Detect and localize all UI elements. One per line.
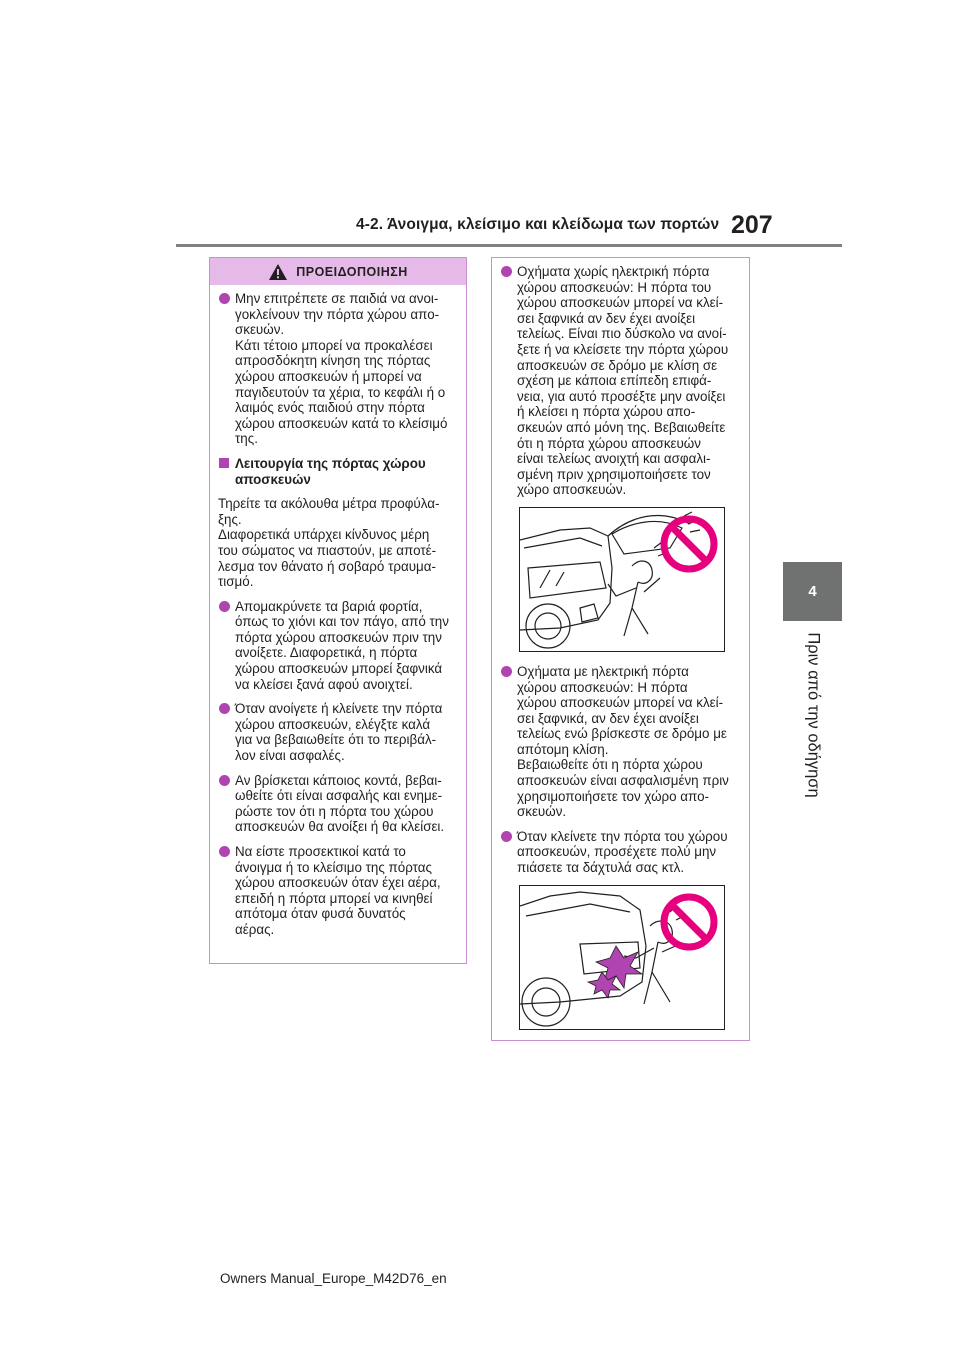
footer-manual-id: Owners Manual_Europe_M42D76_en — [220, 1271, 447, 1286]
section-title: 4-2. Άνοιγμα, κλείσιμο και κλείδωμα των πορτών — [356, 216, 720, 233]
warning-box — [209, 257, 467, 964]
list-item-text: Μην επιτρέπετε σε παιδιά να ανοι- γοκλείνουν την πόρτα χώρου απο- σκευών. Κάτι τέτοιο μπορεί να προκαλέσει απροσδόκητη κίνηση της πόρτας χώρου αποσκευών ή μπορεί να παγιδευτούν τα χέρια, το κεφάλι ή ο λαιμός ενός παιδιού στην πόρτα χώρου αποσκευών κατά το κλείσιμό της. — [235, 291, 448, 447]
warning-body — [210, 285, 466, 938]
bullet-icon — [501, 266, 512, 277]
bullet-icon — [501, 831, 512, 842]
chapter-number: 4 — [808, 583, 817, 600]
warning-header — [210, 258, 466, 285]
square-bullet-icon — [219, 458, 229, 468]
list-item — [218, 291, 458, 447]
list-item — [218, 844, 458, 938]
bullet-icon — [219, 775, 230, 786]
list-item — [218, 701, 458, 763]
page-number: 207 — [731, 211, 773, 239]
subsection-heading-text: Λειτουργία της πόρτας χώρου αποσκευών — [235, 455, 426, 487]
list-item-text: Να είστε προσεκτικοί κατά το άνοιγμα ή το κλείσιμο της πόρτας χώρου αποσκευών όταν έχει αέρα, επειδή η πόρτα μπορεί να κινηθεί απότομα όταν φυσά δυνατός αέρας. — [235, 844, 441, 937]
prohibition-icon — [660, 515, 718, 573]
warning-continuation-box — [491, 257, 750, 1041]
continuation-body — [492, 258, 749, 1030]
list-item — [500, 829, 741, 876]
bullet-icon — [219, 601, 230, 612]
bullet-icon — [219, 293, 230, 304]
bullet-icon — [501, 666, 512, 677]
list-item-text: Οχήματα με ηλεκτρική πόρτα χώρου αποσκευών: Η πόρτα χώρου αποσκευών μπορεί να κλεί- σει ξαφνικά, αν δεν έχει ανοίξει τελείως ενώ βρίσκεστε σε δρόμο με απότομη κλίση. Βεβαιωθείτε ότι η πόρτα χώρου αποσκευών είναι ασφαλισμένη πριν χρησιμοποιήσετε τον χώρο απο- σκευών. — [517, 663, 729, 820]
list-item — [500, 664, 741, 820]
list-item-text: Όταν ανοίγετε ή κλείνετε την πόρτα χώρου αποσκευών, ελέγξτε καλά για να βεβαιωθείτε ότι το περιβάλ- λον είναι ασφαλές. — [235, 701, 443, 764]
list-item-text: Όταν κλείνετε την πόρτα του χώρου αποσκευών, προσέχετε πολύ μην πιάσετε τα δάχτυλά σας κτλ. — [517, 828, 728, 876]
bullet-icon — [219, 703, 230, 714]
list-item-text: Απομακρύνετε τα βαριά φορτία, όπως το χιόνι και τον πάγο, από την πόρτα χώρου αποσκευών πριν την ανοίξετε. Διαφορετικά, η πόρτα χώρου αποσκευών μπορεί ξαφνικά να κλείσει ξανά αφού ανοιχτεί. — [235, 598, 449, 692]
bullet-icon — [219, 846, 230, 857]
header-rule — [176, 244, 842, 247]
list-item-text: Αν βρίσκεται κάποιος κοντά, βεβαι- ωθείτε ότι είναι ασφαλής και ενημε- ρώστε τον ότι η πόρτα του χώρου αποσκευών θα ανοίξει ή θα κλείσει. — [235, 772, 445, 835]
illustration-tailgate-slope — [519, 507, 725, 652]
list-item — [218, 773, 458, 835]
chapter-title: Πριν από την οδήγηση — [804, 632, 823, 798]
warning-triangle-icon — [268, 263, 288, 281]
list-item — [218, 599, 458, 693]
illustration-tailgate-fingers — [519, 885, 725, 1030]
list-item-text: Οχήματα χωρίς ηλεκτρική πόρτα χώρου αποσκευών: Η πόρτα του χώρου αποσκευών μπορεί να κλεί- σει ξαφνικά αν δεν έχει ανοίξει τελείως. Είναι πιο δύσκολο να ανοί- ξετε ή να κλείσετε την πόρτα χώρου αποσκευών σε δρόμο με κλίση σε σχέση με κάποια επίπεδη επιφά- νεια, για αυτό προσέξτε μην ανοίξει ή κλείσει η πόρτα χώρου απο- σκευών από μόνη της. Βεβαιωθείτε ότι η πόρτα χώρου αποσκευών είναι τελείως ανοιχτή και ασφαλι- σμένη πριν χρησιμοποιήσετε τον χώρο αποσκευών. — [517, 264, 729, 498]
intro-paragraph: Τηρείτε τα ακόλουθα μέτρα προφύλα- ξης. Διαφορετικά υπάρχει κίνδυνος μέρη του σώματος να πιαστούν, με αποτέ- λεσμα τον θάνατο ή σοβαρό τραυμα- τισμό. — [218, 496, 440, 590]
prohibition-icon — [660, 893, 718, 951]
list-item — [500, 264, 741, 498]
warning-title: ΠΡΟΕΙΔΟΠΟΙΗΣΗ — [296, 264, 408, 279]
chapter-tab[interactable] — [783, 562, 842, 621]
subsection-heading — [218, 456, 458, 487]
